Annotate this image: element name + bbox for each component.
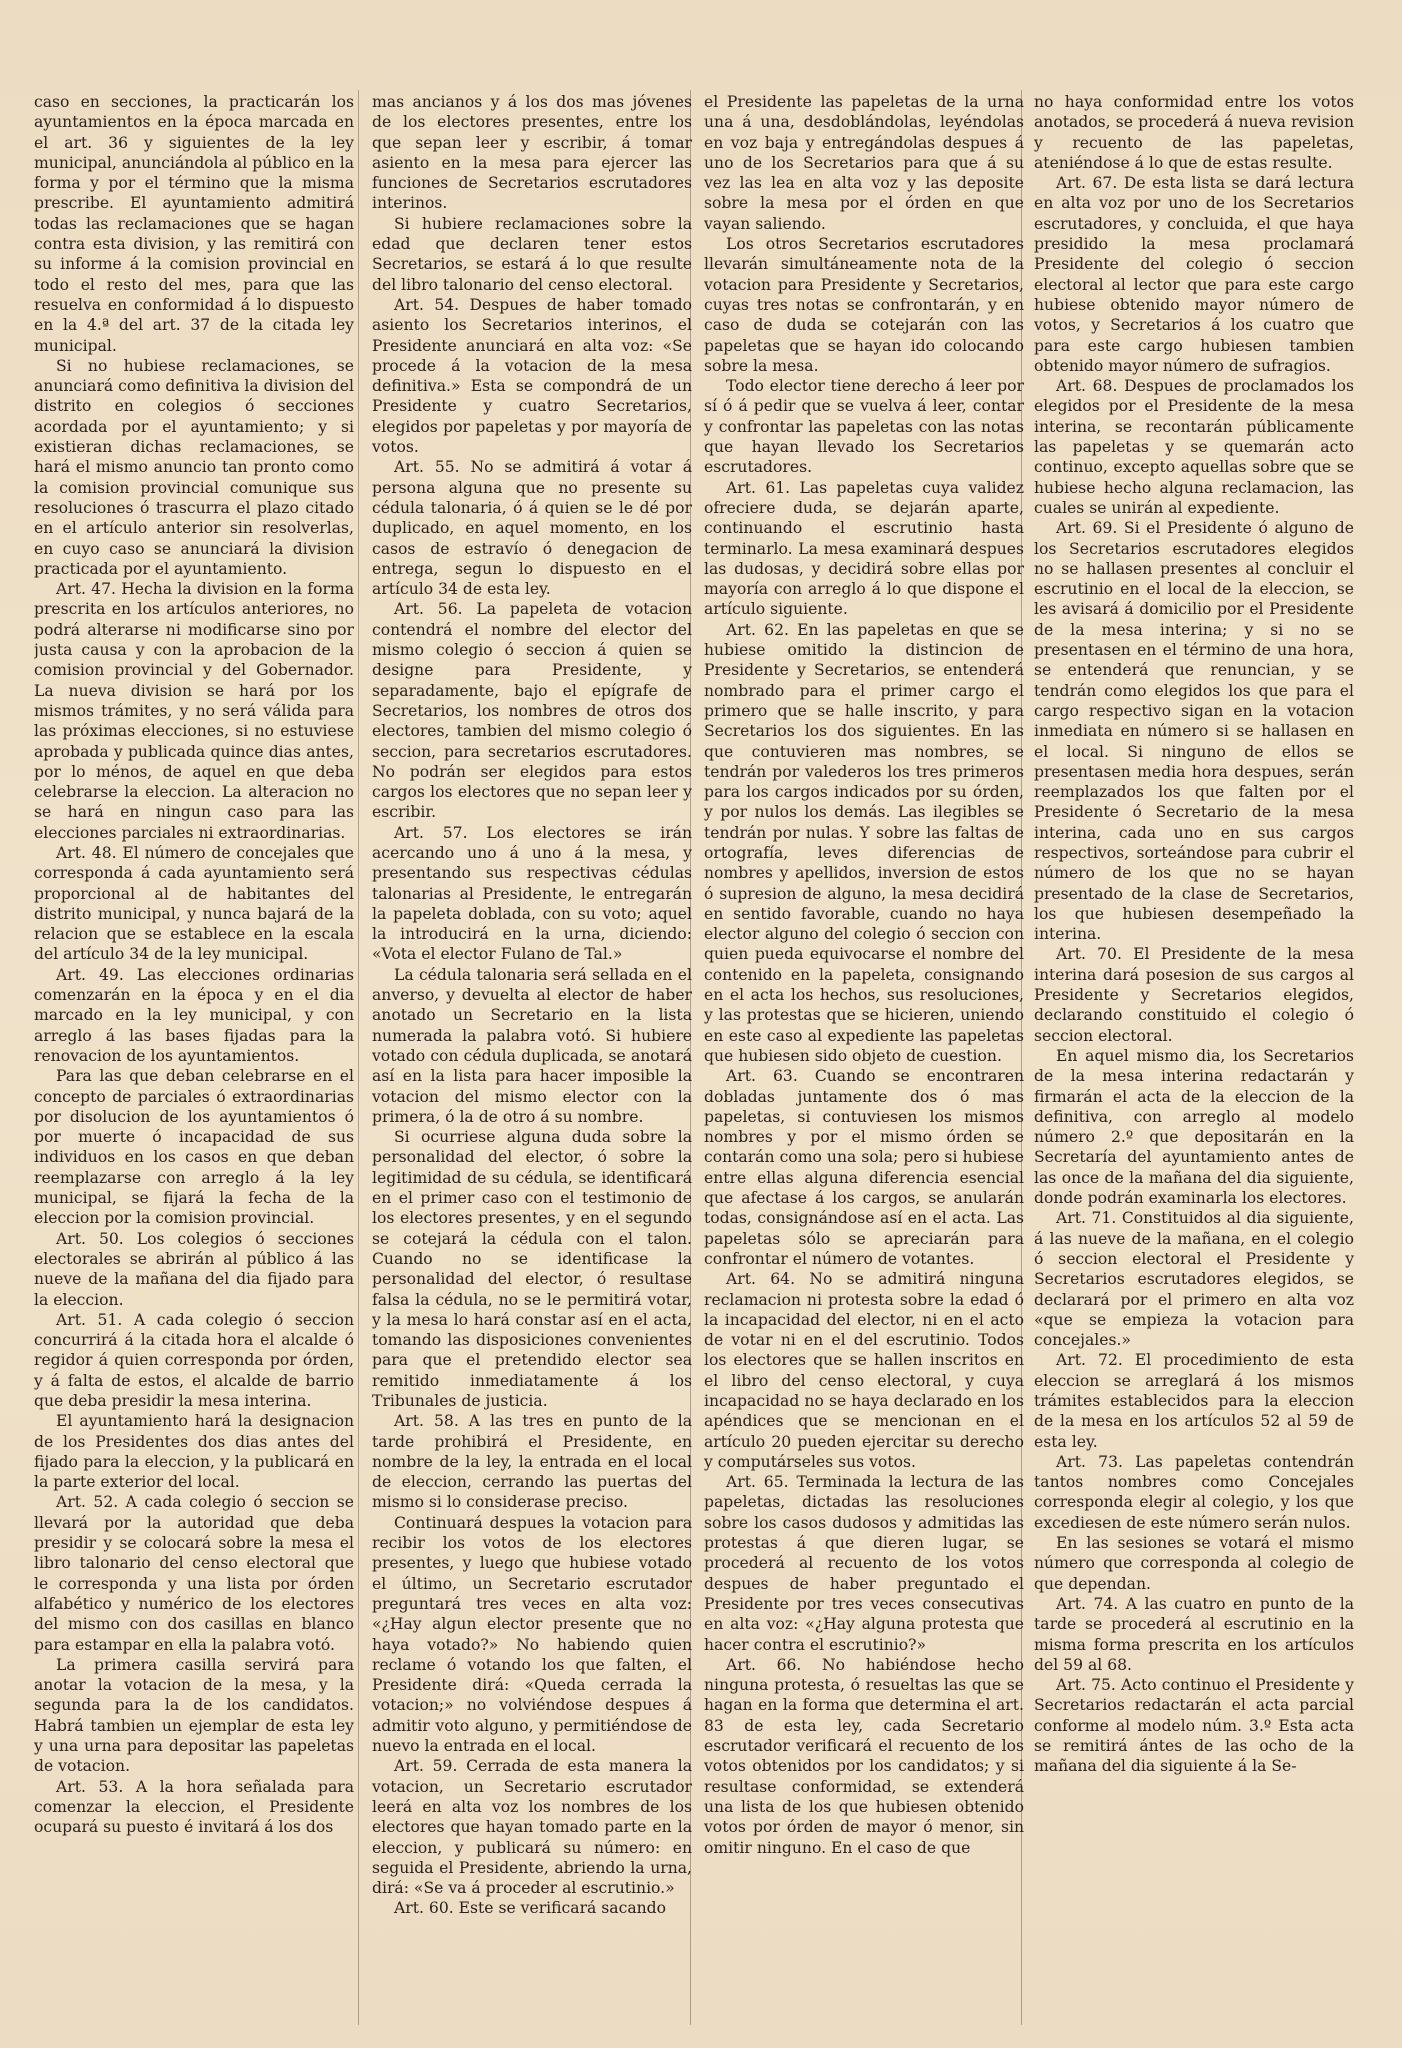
paragraph: Art. 63. Cuando se encontraren dobladas juntamente dos ó mas papeletas, si contuviesen los mismos nombres y por el mismo órden se contarán como una sola; pero si hubiese entre ellas alguna diferencia esencial que afectase á los cargos, se anularán todas, consignándose así en el acta. Las papeletas sólo se apreciarán para confrontar el número de votantes. [704,1067,1024,1268]
paragraph: Si hubiere reclamaciones sobre la edad que declaren tener estos Secretarios, se estará á lo que resulte del libro talonario del censo electoral. [372,214,692,294]
paragraph: En aquel mismo dia, los Secretarios de la mesa interina redactarán y firmarán el acta de la eleccion de la definitiva, con arreglo al modelo número 2.º que depositarán en la Secretaría del ayuntamiento antes de las once de la mañana del dia siguiente, donde podrán examinarla los electores. [1034,1046,1354,1208]
paragraph: Art. 52. A cada colegio ó seccion se llevará por la autoridad que deba presidir y se colocará sobre la mesa el libro talonario del censo electoral que le corresponda y una lista por órden alfabético y numérico de los electores del mismo con dos casillas en blanco para estampar en ella la palabra votó. [34,1493,354,1654]
paragraph: Art. 58. A las tres en punto de la tarde prohibirá el Presidente, en nombre de la ley, la entrada en el local de eleccion, cerrando las puertas del mismo si lo considerase preciso. [372,1412,692,1512]
paragraph: Art. 69. Si el Presidente ó alguno de los Secretarios escrutadores elegidos no se hallasen presentes al concluir el escrutinio en el local de la eleccion, se les avisará á domicilio por el Presidente de la mesa interina; y si no se presentasen en el término de una hora, se entenderá que renuncian, y se tendrán como elegidos los que para el cargo respectivo sigan en la votacion inmediata en número si se hallasen en el local. Si ninguno de ellos se presentasen media hora despues, serán reemplazados los que falten por el Presidente ó Secretario de la mesa interina, cada uno en sus cargos respectivos, sorteándose para cubrir el número de los que no se hayan presentado de la clase de Secretarios, los que hubiesen desempeñado la interina. [1034,519,1354,944]
paragraph: Art. 59. Cerrada de esta manera la votacion, un Secretario escrutador leerá en alta voz los nombres de los electores que hayan tomado parte en la eleccion, y publicará su número: en seguida el Presidente, abriendo la urna, dirá: «Se va á proceder al escrutinio.» [372,1757,692,1898]
paragraph: caso en secciones, la practicarán los ayuntamientos en la época marcada en el art. 36 y siguientes de la ley municipal, anunciándola al público en la forma y por el término que la misma prescribe. El ayuntamiento admitirá todas las reclamaciones que se hagan contra esta division, y las remitirá con su informe á la comision provincial en todo el resto del mes, para que las resuelva en conformidad á lo dispuesto en la 4.ª del art. 37 de la citada ley municipal. [34,93,354,355]
paragraph: Art. 71. Constituidos al dia siguiente, á las nueve de la mañana, en el colegio ó seccion electoral el Presidente y Secretarios escrutadores elegidos, se declarará por el primero en alta voz «que se empieza la votacion para concejales.» [1034,1209,1354,1350]
paragraph: Los otros Secretarios escrutadores llevarán simultáneamente nota de la votacion para Presidente y Secretarios, cuyas tres notas se confrontarán, y en caso de duda se cotejarán con las papeletas que se hayan ido colocando sobre la mesa. [704,235,1024,375]
paragraph: Art. 48. El número de concejales que corresponda á cada ayuntamiento será proporcional al de habitantes del distrito municipal, y nunca bajará de la relacion que se establece en la escala del artículo 34 de la ley municipal. [34,843,354,964]
text-column-3 [704,92,1024,2022]
column-rule [358,90,359,2025]
paragraph: Art. 74. A las cuatro en punto de la tarde se procederá al escrutinio en la misma forma prescrita en los artículos del 59 al 68. [1034,1594,1354,1674]
paragraph: Si ocurriese alguna duda sobre la personalidad del elector, ó sobre la legitimidad de su cédula, se identificará en el primer caso con el testimonio de los electores presentes, y en el segundo se cotejará la cédula con el talon. Cuando no se identificase la personalidad del elector, ó resultase falsa la cédula, no se le permitirá votar, y la mesa lo hará constar así en el acta, tomando las disposiciones convenientes para que el pretendido elector sea remitido inmediatamente á los Tribunales de justicia. [372,1128,692,1410]
paragraph: el Presidente las papeletas de la urna una á una, desdoblándolas, leyéndolas en voz baja y entregándolas despues á uno de los Secretarios para que á su vez las lea en alta voz y las deposite sobre la mesa por el órden en que vayan saliendo. [704,93,1024,233]
paragraph: La cédula talonaria será sellada en el anverso, y devuelta al elector de haber anotado un Secretario en la lista numerada la palabra votó. Si hubiere votado con cédula duplicada, se anotará así en la lista para hacer imposible la votacion del mismo elector con la primera, ó la de otro á su nombre. [372,965,692,1126]
paragraph: Art. 55. No se admitirá á votar á persona alguna que no presente su cédula talonaria, ó á quien se le dé por duplicado, en aquel momento, en los casos de estravío ó denegacion de entrega, segun lo dispuesto en el artículo 34 de esta ley. [372,458,692,599]
paragraph: Art. 67. De esta lista se dará lectura en alta voz por uno de los Secretarios escrutadores, y concluida, el que haya presidido la mesa proclamará Presidente del colegio ó seccion electoral al lector que para este cargo hubiese obtenido mayor número de votos, y Secretarios á los cuatro que para este cargo hubiesen tambien obtenido mayor número de sufragios. [1034,174,1354,375]
paragraph: Art. 50. Los colegios ó secciones electorales se abrirán al público á las nueve de la mañana del dia fijado para la eleccion. [34,1229,354,1309]
paragraph: Art. 49. Las elecciones ordinarias comenzarán en la época y en el dia marcado en la ley municipal, y con arreglo á las bases fijadas para la renovacion de los ayuntamientos. [34,965,354,1065]
paragraph: Art. 56. La papeleta de votacion contendrá el nombre del elector del mismo colegio ó seccion á quien se designe para Presidente, y separadamente, bajo el epígrafe de Secretarios, los nombres de otros dos electores, tambien del mismo colegio ó seccion, para secretarios escrutadores. No podrán ser elegidos para estos cargos los electores que no sepan leer y escribir. [372,600,692,822]
paragraph: Art. 51. A cada colegio ó seccion concurrirá á la citada hora el alcalde ó regidor á quien corresponda por órden, y á falta de estos, el alcalde de barrio que deba presidir la mesa interina. [34,1310,354,1410]
paragraph: Art. 65. Terminada la lectura de las papeletas, dictadas las resoluciones sobre los casos dudosos y admitidas las protestas á que dieren lugar, se procederá al recuento de los votos despues de haber preguntado el Presidente por tres veces consecutivas en alta voz: «¿Hay alguna protesta que hacer contra el escrutinio?» [704,1473,1024,1654]
paragraph: Continuará despues la votacion para recibir los votos de los electores presentes, y luego que hubiese votado el último, un Secretario escrutador preguntará tres veces en alta voz: «¿Hay algun elector presente que no haya votado?» No habiendo quien reclame ó votando los que falten, el Presidente dirá: «Queda cerrada la votacion;» no volviéndose despues á admitir voto alguno, y permitiéndose de nuevo la entrada en el local. [372,1513,692,1756]
paragraph: Art. 75. Acto continuo el Presidente y Secretarios redactarán el acta parcial conforme al modelo núm. 3.º Esta acta se remitirá ántes de las ocho de la mañana del dia siguiente á la Se- [1034,1676,1354,1776]
paragraph: Art. 62. En las papeletas en que se hubiese omitido la distincion de Presidente y Secretarios, se entenderá nombrado para el primer cargo el primero que se halle inscrito, y para Secretarios los dos siguientes. En las que contuvieren mas nombres, se tendrán por valederos los tres primeros para los cargos indicados por su órden, y por nulos los demás. Las ilegibles se tendrán por nulas. Y sobre las faltas de ortografía, leves diferencias de nombres y apellidos, inversion de estos ó supresion de alguno, la mesa decidirá en sentido favorable, cuando no haya elector alguno del colegio ó seccion con quien pueda equivocarse el nombre del contenido en la papeleta, consignando en el acta los hechos, sus resoluciones, y las protestas que se hicieren, uniendo en este caso al expediente las papeletas que hubiesen sido objeto de cuestion. [704,620,1024,1065]
paragraph: Todo elector tiene derecho á leer por sí ó á pedir que se vuelva á leer, contar y confrontar las papeletas con las notas que hayan llevado los Secretarios escrutadores. [704,377,1024,477]
text-column-4 [1034,92,1354,2022]
paragraph: Art. 66. No habiéndose hecho ninguna protesta, ó resueltas las que se hagan en la forma que determina el art. 83 de esta ley, cada Secretario escrutador verificará el recuento de los votos obtenidos por los candidatos; y si resultase conformidad, se extenderá una lista de los que hubiesen obtenido votos por órden de mayor ó menor, sin omitir ninguno. En el caso de que [704,1655,1024,1857]
paragraph: Art. 73. Las papeletas contendrán tantos nombres como Concejales corresponda elegir al colegio, y los que excediesen de este número serán nulos. [1034,1452,1354,1532]
paragraph: En las sesiones se votará el mismo número que corresponda al colegio de que dependan. [1034,1534,1354,1593]
paragraph: Art. 57. Los electores se irán acercando uno á uno á la mesa, y presentando sus respectivas cédulas talonarias al Presidente, le entregarán la papeleta doblada, con su voto; aquel la introducirá en la urna, diciendo: «Vota el elector Fulano de Tal.» [372,823,692,964]
paragraph: no haya conformidad entre los votos anotados, se procederá á nueva revision y recuento de las papeletas, ateniéndose á lo que de estas resulte. [1034,93,1354,172]
text-column-2 [372,92,692,2022]
paragraph: Art. 53. A la hora señalada para comenzar la eleccion, el Presidente ocupará su puesto é invitará á los dos [34,1777,354,1837]
paragraph: mas ancianos y á los dos mas jóvenes de los electores presentes, entre los que sepan leer y escribir, á tomar asiento en la mesa para ejercer las funciones de Secretarios escrutadores interinos. [372,93,692,213]
text-column-1 [34,92,354,2022]
paragraph: Si no hubiese reclamaciones, se anunciará como definitiva la division del distrito en colegios ó secciones acordada por el ayuntamiento; y si existieran dichas reclamaciones, se hará el mismo anuncio tan pronto como la comision provincial comunique sus resoluciones ó trascurra el plazo citado en el artículo anterior sin resolverlas, en cuyo caso se anunciará la division practicada por el ayuntamiento. [34,356,354,578]
paragraph: El ayuntamiento hará la designacion de los Presidentes dos dias antes del fijado para la eleccion, y la publicará en la parte exterior del local. [34,1412,354,1492]
paragraph: Art. 61. Las papeletas cuya validez ofreciere duda, se dejarán aparte, continuando el escrutinio hasta terminarlo. La mesa examinará despues las dudosas, y decidirá sobre ellas por mayoría con arreglo á lo que dispone el artículo siguiente. [704,478,1024,619]
paragraph: Art. 68. Despues de proclamados los elegidos por el Presidente de la mesa interina, se recontarán públicamente las papeletas y se quemarán acto continuo, excepto aquellas sobre que se hubiese hecho alguna reclamacion, las cuales se unirán al expediente. [1034,377,1354,517]
paragraph: Art. 60. Este se verificará sacando [394,1899,667,1918]
paragraph: Art. 70. El Presidente de la mesa interina dará posesion de sus cargos al Presidente y Secretarios elegidos, declarando constituido el colegio ó seccion electoral. [1034,945,1354,1045]
paragraph: La primera casilla servirá para anotar la votacion de la mesa, y la segunda para la de los candidatos. Habrá tambien un ejemplar de esta ley y una urna para depositar las papeletas de votacion. [34,1655,354,1776]
paragraph: Art. 54. Despues de haber tomado asiento los Secretarios interinos, el Presidente anunciará en alta voz: «Se procede á la votacion de la mesa definitiva.» Esta se compondrá de un Presidente y cuatro Secretarios, elegidos por papeletas y por mayoría de votos. [372,295,692,457]
paragraph: Para las que deban celebrarse en el concepto de parciales ó extraordinarias por disolucion de los ayuntamientos ó por muerte ó incapacidad de sus individuos en los casos en que deban reemplazarse con arreglo á la ley municipal, se fijará la fecha de la eleccion por la comision provincial. [34,1067,354,1228]
paragraph: Art. 47. Hecha la division en la forma prescrita en los artículos anteriores, no podrá alterarse ni modificarse sino por justa causa y con la aprobacion de la comision provincial y del Gobernador. La nueva division se hará por los mismos trámites, y no será válida para las próximas elecciones, si no estuviese aprobada y publicada quince dias antes, por lo ménos, de aquel en que deba celebrarse la eleccion. La alteracion no se hará en ningun caso para las elecciones parciales ni extraordinarias. [34,580,354,842]
paragraph: Art. 64. No se admitirá ninguna reclamacion ni protesta sobre la edad ó la incapacidad del elector, ni en el acto de votar ni en el del escrutinio. Todos los electores que se hallen inscritos en el libro del censo electoral, y cuya incapacidad no se haya declarado en los apéndices que se mencionan en el artículo 20 pueden ejercitar su derecho y computárseles sus votos. [704,1270,1024,1471]
paragraph: Art. 72. El procedimiento de esta eleccion se arreglará á los mismos trámites establecidos para la eleccion de la mesa en los artículos 52 al 59 de esta ley. [1034,1351,1354,1451]
